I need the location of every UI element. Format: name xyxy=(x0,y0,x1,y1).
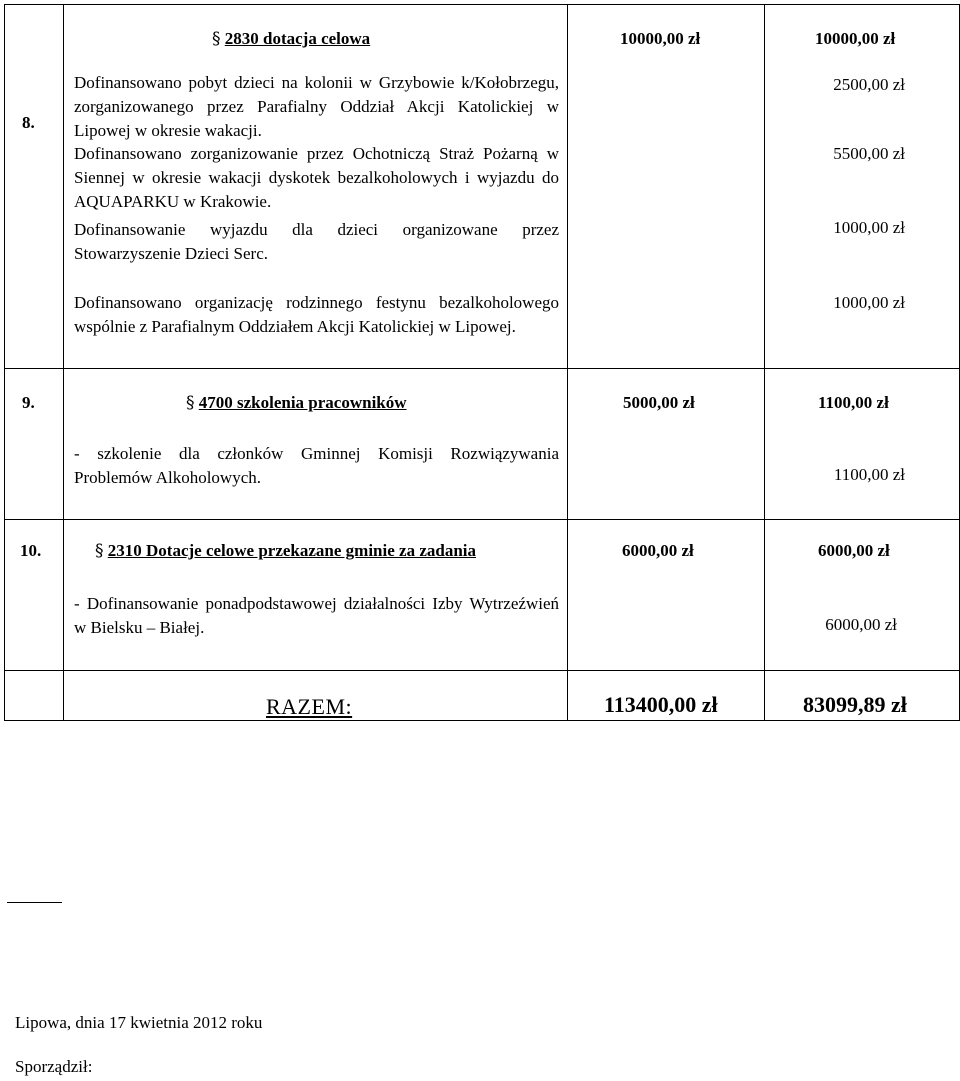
item-description: - szkolenie dla członków Gminnej Komisji Rozwiązywania Problemów Alkoholowych. xyxy=(74,444,559,487)
exec-amount-2830: 10000,00 zł xyxy=(815,29,896,48)
row-divider-10 xyxy=(4,670,960,671)
item-amount: 1000,00 zł xyxy=(833,293,905,312)
item-description: Dofinansowano organizację rodzinnego festynu bezalkoholowego wspólnie z Parafialnym Oddziałem Akcji Katolickiej w Lipowej. xyxy=(74,293,559,336)
total-plan-amount: 113400,00 zł xyxy=(604,692,718,717)
plan-amount-2830: 10000,00 zł xyxy=(620,29,701,48)
section-title: 4700 szkolenia pracowników xyxy=(198,393,407,412)
section-mark: § xyxy=(95,541,104,561)
row-number-10: 10. xyxy=(20,541,42,560)
item-description: Dofinansowano zorganizowanie przez Ochotniczą Straż Pożarną w Siennej w okresie wakacji dyskotek bezalkoholowych i wyjazdu do AQUAPARKU w Krakowie. xyxy=(74,144,559,211)
row-number-9: 9. xyxy=(22,393,35,412)
section-mark: § xyxy=(212,29,221,49)
item-description: - Dofinansowanie ponadpodstawowej działalności Izby Wytrzeźwień w Bielsku – Białej. xyxy=(74,594,559,637)
place-and-date: Lipowa, dnia 17 kwietnia 2012 roku xyxy=(15,1013,263,1032)
exec-amount-4700: 1100,00 zł xyxy=(818,393,889,412)
exec-amount-2310: 6000,00 zł xyxy=(818,541,890,560)
total-label: RAZEM: xyxy=(266,694,353,719)
col-divider-plan xyxy=(567,4,568,720)
item-amount: 1000,00 zł xyxy=(833,218,905,237)
footnote-separator xyxy=(7,902,62,903)
table-top-border xyxy=(4,4,960,5)
table-left-border xyxy=(4,4,5,720)
row-divider-9 xyxy=(4,519,960,520)
section-heading-2310 xyxy=(95,541,476,561)
col-divider-number xyxy=(63,4,64,720)
row-number-8: 8. xyxy=(22,113,35,132)
section-heading-2830 xyxy=(212,29,370,49)
item-amount: 2500,00 zł xyxy=(833,75,905,94)
item-amount: 6000,00 zł xyxy=(825,615,897,634)
item-description: Dofinansowanie wyjazdu dla dzieci organizowane przez Stowarzyszenie Dzieci Serc. xyxy=(74,220,559,263)
col-divider-exec xyxy=(764,4,765,720)
item-description: Dofinansowano pobyt dzieci na kolonii w Grzybowie k/Kołobrzegu, zorganizowanego przez Parafialny Oddział Akcji Katolickiej w Lipowej w okresie wakacji. xyxy=(74,73,559,140)
row-divider-8 xyxy=(4,368,960,369)
section-mark: § xyxy=(186,393,195,413)
plan-amount-2310: 6000,00 zł xyxy=(622,541,694,560)
table-bottom-border xyxy=(4,720,960,721)
item-amount: 5500,00 zł xyxy=(833,144,905,163)
plan-amount-4700: 5000,00 zł xyxy=(623,393,695,412)
prepared-by-label: Sporządził: xyxy=(15,1057,93,1076)
total-exec-amount: 83099,89 zł xyxy=(803,692,907,717)
item-amount: 1100,00 zł xyxy=(833,465,905,484)
section-title: 2310 Dotacje celowe przekazane gminie za zadania xyxy=(107,541,476,560)
section-heading-4700 xyxy=(186,393,407,413)
section-title: 2830 dotacja celowa xyxy=(224,29,371,48)
